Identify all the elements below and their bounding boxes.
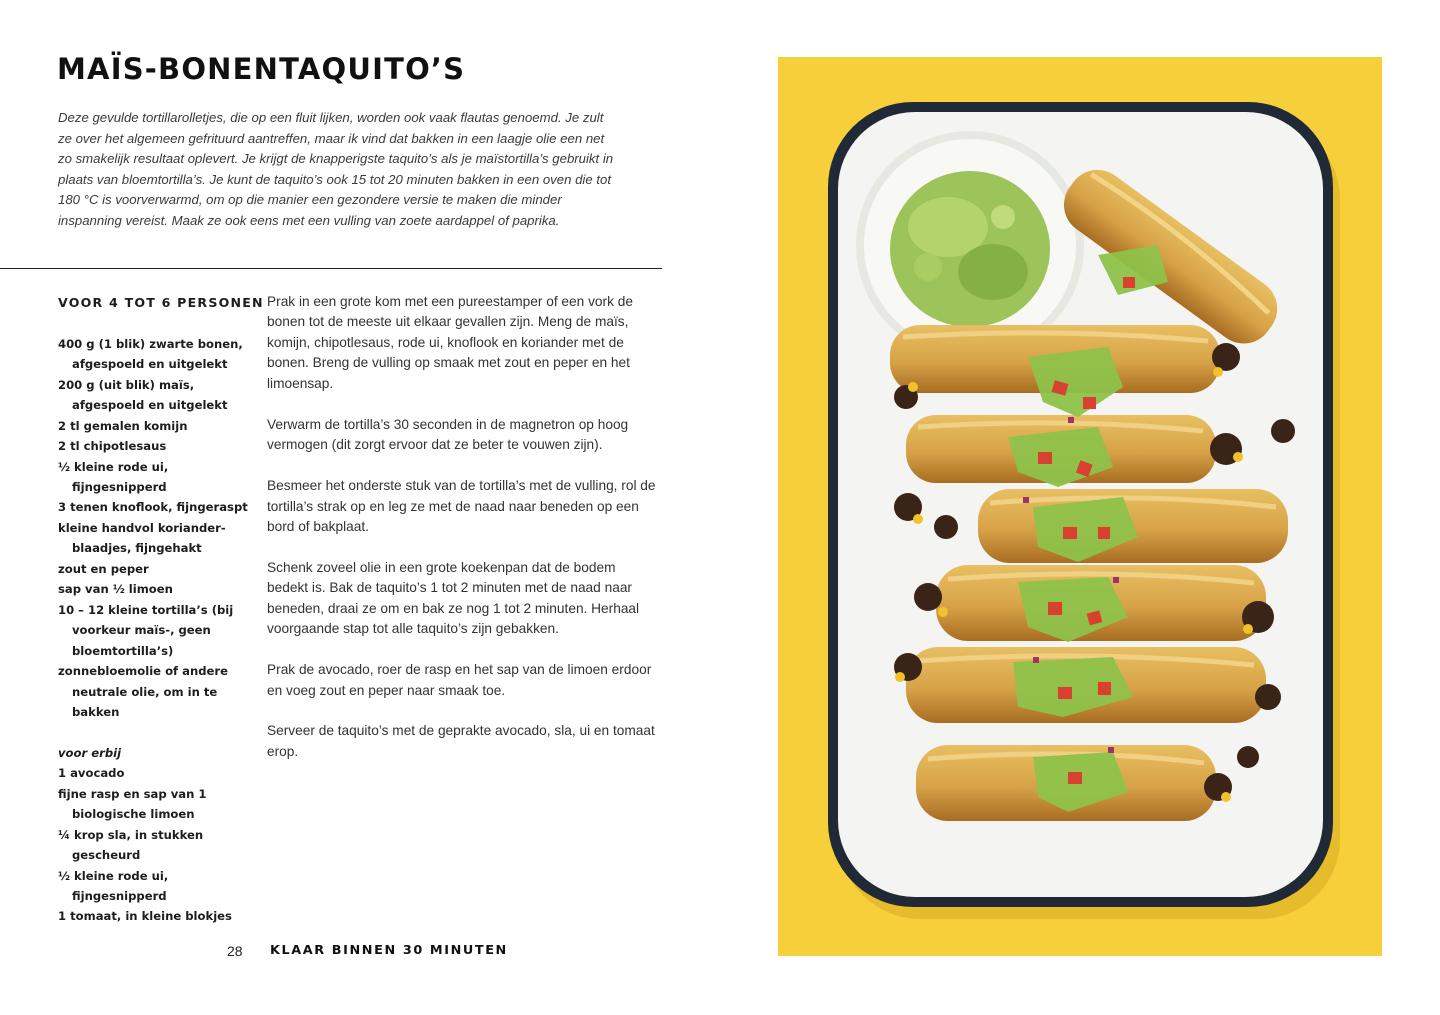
serve-item: 1 tomaat, in kleine blokjes	[58, 909, 232, 924]
food-photo	[778, 57, 1382, 956]
ingredient-item: zonnebloemolie of andere neutrale olie, om in te bakken	[58, 664, 228, 719]
ingredient-item: 2 tl gemalen komijn	[58, 418, 188, 433]
serve-with-list	[58, 763, 258, 927]
serve-item: ½ kleine rode ui, fijngesnipperd	[58, 868, 169, 904]
serve-with-heading: voor erbij	[58, 745, 122, 760]
ingredient-item: zout en peper	[58, 561, 149, 576]
ingredient-item: 10 – 12 kleine tortilla’s (bij voorkeur maïs-, geen bloemtortilla’s)	[58, 602, 234, 658]
method-step: Prak in een grote kom met een pureestamper of een vork de bonen tot de meeste uit elkaar gevallen zijn. Meng de maïs, komijn, chipotlesaus, rode ui, knoflook en koriander met de bonen. Breng de vulling op smaak met zout en peper en het limoensap.	[267, 294, 633, 391]
ingredient-item: sap van ½ limoen	[58, 582, 173, 597]
method-step: Schenk zoveel olie in een grote koekenpan dat de bodem bedekt is. Bak de taquito’s 1 tot 2 minuten met de naad naar beneden, draai ze om en bak ze nog 1 tot 2 minuten. Herhaal voorgaande stap tot alle taquito’s zijn gebakken.	[267, 559, 640, 637]
ingredient-item: 2 tl chipotlesaus	[58, 439, 167, 454]
guacamole-bowl	[856, 131, 1084, 359]
method-step: Verwarm de tortilla’s 30 seconden in de magnetron op hoog vermogen (dit zorgt ervoor dat ze beter te vouwen zijn).	[267, 416, 629, 453]
ingredient-item: kleine handvol koriander- blaadjes, fijngehakt	[58, 520, 226, 556]
ingredients-column	[58, 293, 264, 927]
method-column	[267, 292, 659, 783]
taquitos-plate-illustration	[778, 57, 1382, 956]
serve-item: ¼ krop sla, in stukken gescheurd	[58, 827, 204, 863]
ingredient-item: 400 g (1 blik) zwarte bonen, afgespoeld en uitgelekt	[58, 336, 243, 372]
chapter-title: KLAAR BINNEN 30 MINUTEN	[270, 943, 508, 958]
recipe-intro: Deze gevulde tortillarolletjes, die op een fluit lijken, worden ook vaak flautas genoemd. Je zult ze over het algemeen gefrituurd aantreffen, maar ik vind dat bakken in een laagje olie een net zo smakelijk resultaat oplevert. Je krijgt de knapperigste taquito’s als je maïstortilla’s gebruikt in plaats van bloemtortilla’s. Je kunt de taquito’s ook 15 tot 20 minuten bakken in een oven die tot 180 °C is voorverwarmd, om op die manier een gezondere versie te maken die minder inspanning vereist. Maak ze ook eens met een vulling van zoete aardappel of paprika.	[58, 110, 614, 228]
section-divider	[0, 268, 662, 269]
ingredient-item: ½ kleine rode ui, fijngesnipperd	[58, 459, 169, 494]
ingredient-item: 3 tenen knoflook, fijngeraspt	[58, 500, 248, 515]
serve-item: fijne rasp en sap van 1 biologische limoen	[58, 786, 207, 822]
method-step: Prak de avocado, roer de rasp en het sap van de limoen erdoor en voeg zout en peper naar smaak toe.	[267, 662, 652, 698]
method-step: Serveer de taquito’s met de geprakte avocado, sla, ui en tomaat erop.	[267, 723, 655, 759]
serve-item: 1 avocado	[58, 766, 125, 781]
servings-heading: VOOR 4 TOT 6 PERSONEN	[58, 295, 264, 310]
ingredient-item: 200 g (uit blik) maïs, afgespoeld en uitgelekt	[58, 377, 228, 413]
ingredient-list	[58, 334, 258, 723]
method-step: Besmeer het onderste stuk van de tortilla’s met de vulling, rol de tortilla’s strak op en leg ze met de naad naar beneden op een bord of bakplaat.	[267, 478, 656, 534]
page-title: MAÏS-BONENTAQUITO’S	[57, 52, 466, 86]
page-number: 28	[227, 943, 243, 959]
